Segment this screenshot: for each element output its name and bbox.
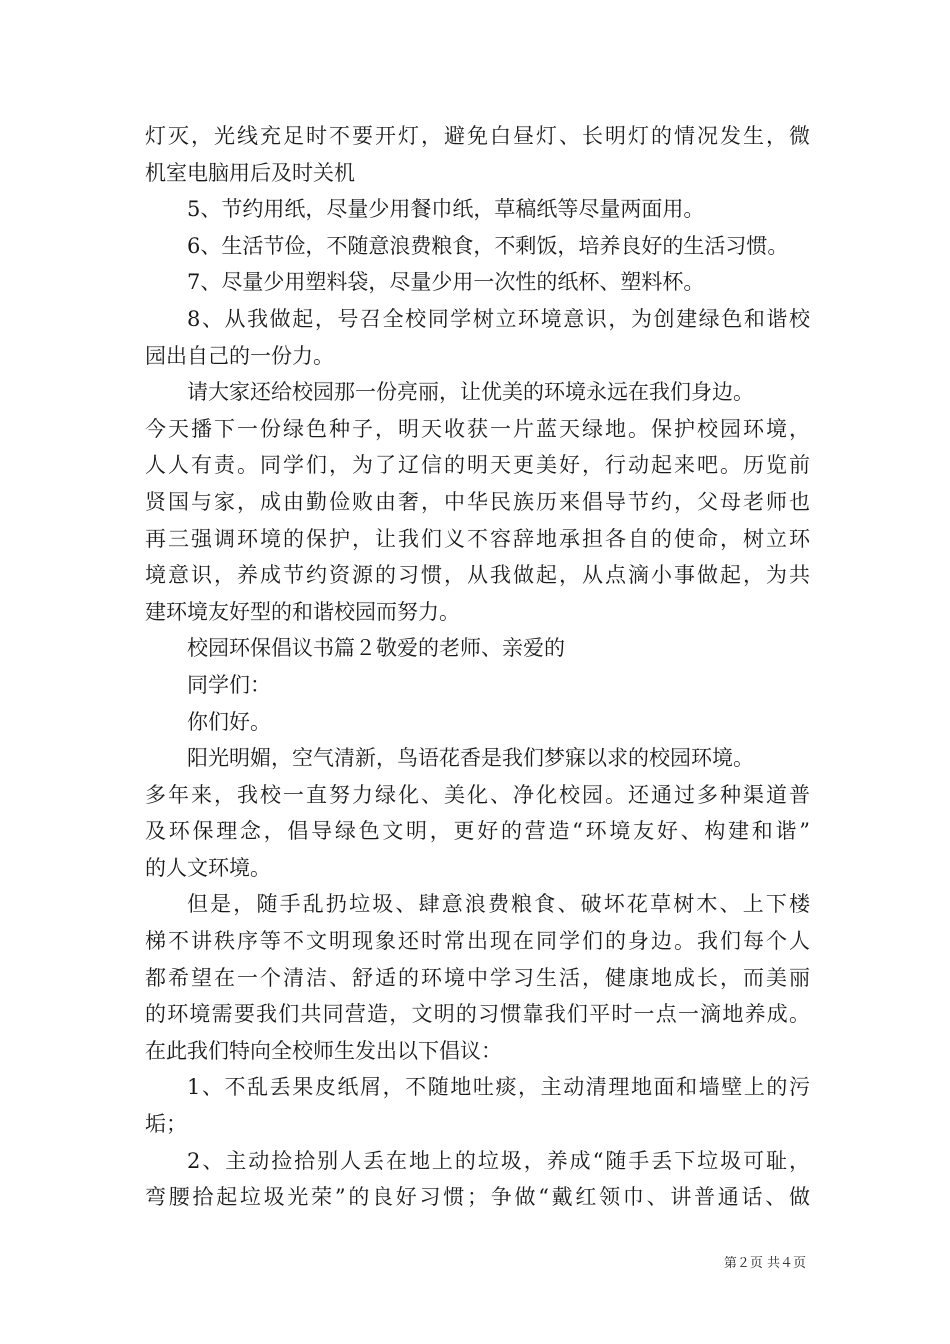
text-line: 的环境需要我们共同营造，文明的习惯靠我们平时一点一滴地养成。	[145, 1002, 810, 1027]
text-line: 但是，随手乱扔垃圾、肆意浪费粮食、破坏花草树木、上下楼	[187, 892, 810, 917]
text-line: 园出自己的一份力。	[145, 343, 334, 368]
text-line: 5、节约用纸，尽量少用餐巾纸，草稿纸等尽量两面用。	[187, 197, 705, 222]
text-line: 垢；	[145, 1112, 187, 1137]
text-line: 8、从我做起，号召全校同学树立环境意识，为创建绿色和谐校	[187, 306, 810, 331]
page-number: 第２页 共４页	[723, 1256, 806, 1271]
text-line: 多年来，我校一直努力绿化、美化、净化校园。还通过多种渠道普	[145, 782, 810, 807]
text-line: 再三强调环境的保护，让我们义不容辞地承担各自的使命，树立环	[145, 526, 810, 551]
text-line: 同学们：	[187, 672, 271, 697]
text-line: 都希望在一个清洁、舒适的环境中学习生活，健康地成长，而美丽	[145, 965, 810, 990]
text-line: 在此我们特向全校师生发出以下倡议：	[145, 1038, 502, 1063]
text-line: 机室电脑用后及时关机	[145, 160, 355, 185]
text-line: 梯不讲秩序等不文明现象还时常出现在同学们的身边。我们每个人	[145, 929, 810, 954]
document-body	[145, 118, 810, 1216]
text-line: 建环境友好型的和谐校园而努力。	[145, 599, 460, 624]
text-line: 请大家还给校园那一份亮丽，让优美的环境永远在我们身边。	[187, 380, 754, 405]
text-line: 1、不乱丢果皮纸屑，不随地吐痰，主动清理地面和墙壁上的污	[187, 1075, 810, 1100]
text-line: 6、生活节俭，不随意浪费粮食，不剩饭，培养良好的生活习惯。	[187, 233, 789, 258]
text-line: 7、尽量少用塑料袋，尽量少用一次性的纸杯、塑料杯。	[187, 270, 705, 295]
text-line: 贤国与家，成由勤俭败由奢，中华民族历来倡导节约，父母老师也	[145, 489, 810, 514]
text-line: 及环保理念，倡导绿色文明，更好的营造“环境友好、构建和谐”	[145, 819, 810, 844]
text-line: 境意识，养成节约资源的习惯，从我做起，从点滴小事做起，为共	[145, 563, 810, 588]
text-line: 今天播下一份绿色种子，明天收获一片蓝天绿地。保护校园环境，	[145, 416, 810, 441]
text-line: 校园环保倡议书篇２敬爱的老师、亲爱的	[187, 636, 565, 661]
text-line: 阳光明媚，空气清新，鸟语花香是我们梦寐以求的校园环境。	[187, 746, 754, 771]
text-line: 的人文环境。	[145, 855, 271, 880]
text-line: 2、主动捡拾别人丢在地上的垃圾，养成“随手丢下垃圾可耻，	[187, 1148, 810, 1173]
text-line: 弯腰拾起垃圾光荣”的良好习惯；争做“戴红领巾、讲普通话、做	[145, 1185, 810, 1210]
text-line: 你们好。	[187, 709, 271, 734]
text-line: 灯灭，光线充足时不要开灯，避免白昼灯、长明灯的情况发生，微	[145, 124, 810, 148]
text-line: 人人有责。同学们，为了辽信的明天更美好，行动起来吧。历览前	[145, 453, 810, 478]
